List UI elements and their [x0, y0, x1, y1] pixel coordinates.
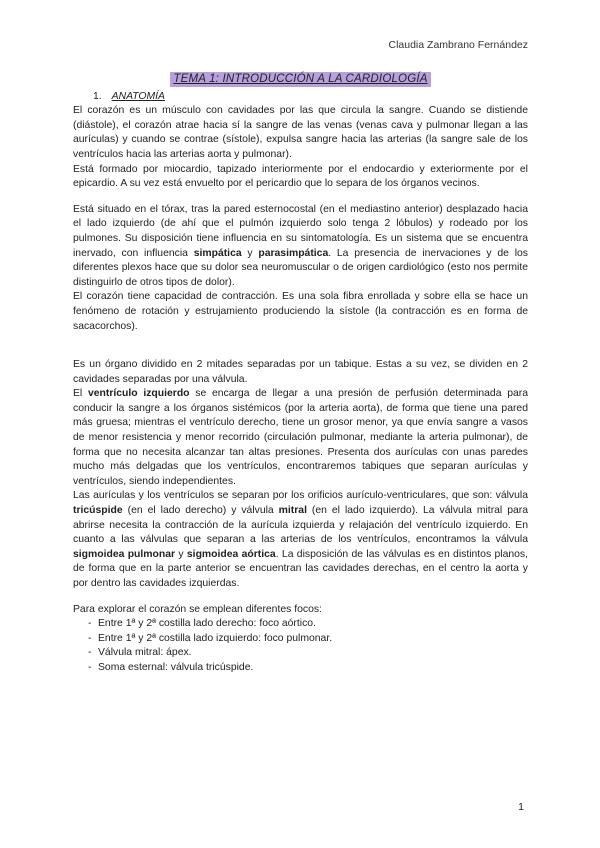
text-run: (en el lado derecho) y válvula [122, 505, 279, 517]
spacer [73, 334, 528, 358]
spacer [73, 592, 528, 603]
paragraph-2: Está formado por miocardio, tapizado interiormente por el endocardio y exteriormente por el epicardio. A su vez está envuelto por el pericardio que lo separa de los órganos vecinos. [73, 163, 528, 190]
paragraph-1: El corazón es un músculo con cavidades por las que circula la sangre. Cuando se distiende (diástole), el corazón atrae hacia sí la sangre de las venas (venas cava y pulmonar llegan a las aurículas) y cuando se contrae (sístole), expulsa sangre hacia las arterias (la sangre sale de los ventrículos hacia las arterias aorta y pulmonar). [73, 105, 528, 160]
text-run: Está situado en el tórax, tras la pared esternocostal (en el mediastino anterior) desplazado hacia el lado izquierdo (de ahí que el pulmón izquierdo solo tenga 2 lóbulos) y rodeado por los pulmones. Su disposición tiene influencia en su sintomatología. Es un sistema que se encuentra inervado, con influencia [73, 203, 528, 259]
paragraph-7 [73, 489, 528, 591]
section-heading [93, 90, 528, 105]
page-title: TEMA 1: INTRODUCCIÓN A LA CARDIOLOGÍA [170, 72, 430, 87]
text-run: El [73, 388, 88, 400]
document-body [73, 72, 528, 676]
list-item: - Válvula mitral: ápex. [73, 646, 528, 661]
text-run: se encarga de llegar a una presión de perfusión determinada para conducir la sangre a los órganos sistémicos (por la arteria aorta), de forma que tiene una pared más gruesa; mientras el ventrículo derecho, tiene un grosor menor, ya que envía sangre a vasos de menor resistencia y menor recorrido (circulación pulmonar, mediante la arteria pulmonar), de forma que no necesita alcanzar tan altas presiones. Presenta dos aurículas con unas paredes mucho más delgadas que los ventrículos, encontraremos tabiques que separan aurículas y ventrículos, siendo independientes. [73, 388, 528, 487]
foci-list [73, 617, 528, 675]
text-run: Las aurículas y los ventrículos se separan por los orificios aurículo-ventriculares, que son: válvula [73, 490, 528, 502]
list-item: - Entre 1ª y 2ª costilla lado izquierdo: foco pulmonar. [73, 632, 528, 647]
bold-term: sigmoidea aórtica [186, 548, 276, 560]
paragraph-5: Es un órgano dividido en 2 mitades separadas por un tabique. Estas a su vez, se dividen en 2 cavidades separadas por una válvula. [73, 359, 528, 385]
title-wrapper [73, 72, 528, 88]
text-run: . La presencia de inervaciones y de los diferentes plexos hace que su dolor sea neuromuscular o de origen cardiológico (esto nos permite distinguirlo de otros tipos de dolor). [73, 247, 528, 288]
bold-term: tricúspide [73, 505, 123, 517]
bold-term: parasimpática [258, 247, 329, 259]
bold-term: simpática [193, 247, 242, 259]
bold-term: mitral [278, 505, 307, 517]
bold-term: ventrículo izquierdo [87, 388, 190, 400]
text-run: (en el lado izquierdo). La válvula mitral para abrirse necesita la contracción de la aurícula izquierda y relajación del ventrículo izquierdo. En cuanto a las válvulas que separan a las arterias de los ventrículos, encontramos la válvula [73, 505, 528, 546]
paragraph-8: Para explorar el corazón se emplean diferentes focos: [73, 603, 322, 615]
list-item: - Soma esternal: válvula tricúspide. [73, 661, 528, 676]
section-number: 1. [93, 90, 102, 102]
paragraph-3 [73, 203, 528, 291]
text-run: . La disposición de las válvulas es en distintos planos, de forma que en la parte anterior se encuentran las cavidades derechas, en el centro la aorta y por dentro las cavidades izquierdas. [73, 548, 528, 589]
spacer [73, 192, 528, 203]
author-name: Claudia Zambrano Fernández [388, 39, 528, 51]
bold-term: sigmoidea pulmonar [73, 548, 176, 560]
section-label: ANATOMÍA [111, 90, 165, 102]
text-run: y [175, 548, 187, 560]
paragraph-6 [73, 387, 528, 489]
text-run: y [241, 247, 259, 259]
list-item: - Entre 1ª y 2ª costilla lado derecho: foco aórtico. [73, 617, 528, 632]
page-number: 1 [518, 801, 524, 813]
paragraph-4: El corazón tiene capacidad de contracción. Es una sola fibra enrollada y sobre ella se hace un fenómeno de rotación y estrujamiento produciendo la sístole (la contracción es en forma de sacacorchos). [73, 291, 528, 332]
